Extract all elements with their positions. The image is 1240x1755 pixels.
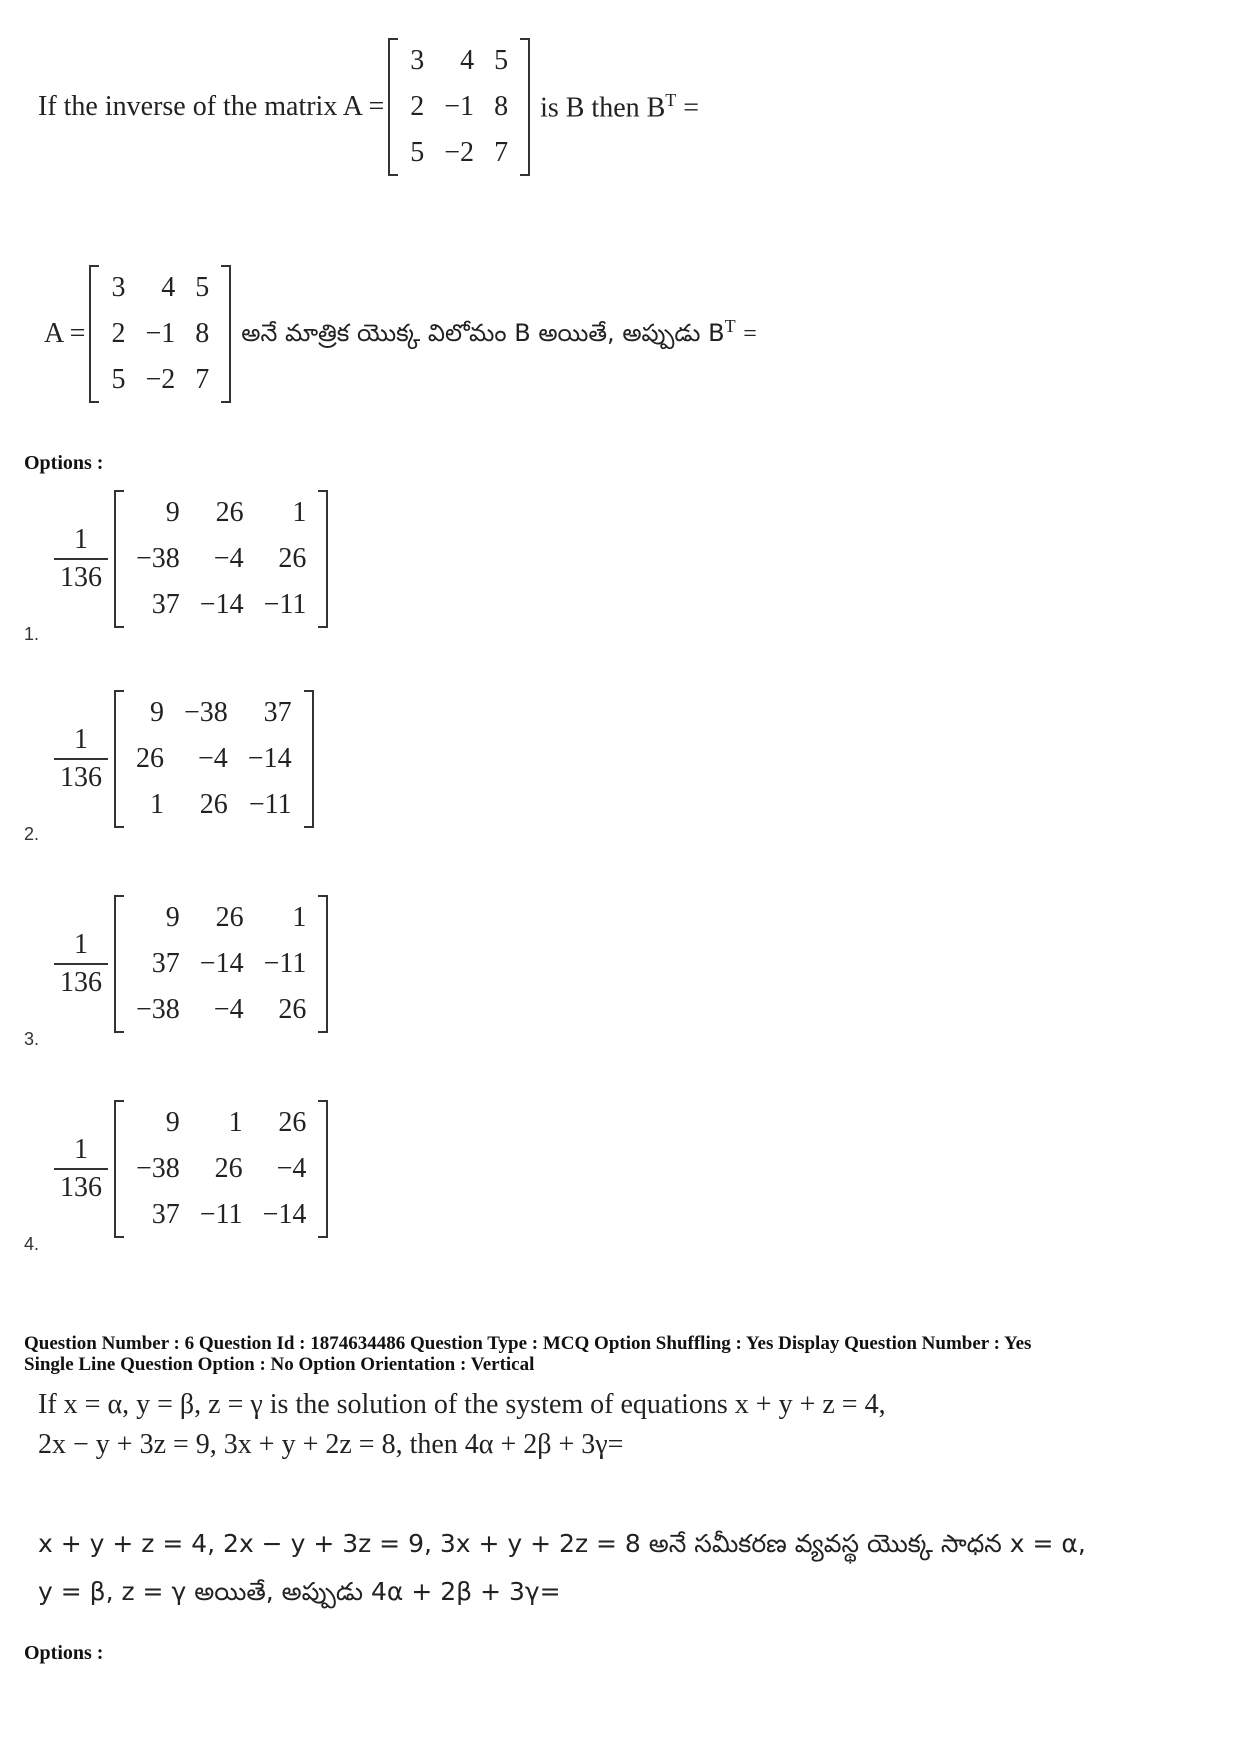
q5-option-label-3: 3. (24, 1029, 40, 1049)
q5-english-statement (38, 38, 699, 176)
matrix-cell: 8 (195, 318, 210, 349)
fraction-1-over-136 (54, 927, 108, 1001)
matrix-row (126, 582, 316, 628)
q5-matrix-a-telugu (89, 265, 231, 403)
q6-meta (24, 1333, 1031, 1375)
option-matrix (114, 690, 314, 828)
matrix-row (126, 987, 316, 1033)
matrix-cell: −14 (199, 948, 244, 979)
matrix-cell: −38 (136, 994, 180, 1025)
matrix-row (126, 782, 302, 828)
matrix-cell: 3 (111, 272, 126, 303)
fraction-denominator: 136 (60, 762, 102, 793)
matrix-cell: 26 (136, 743, 164, 774)
matrix-cell: 26 (199, 789, 228, 820)
q5-option-label-4: 4. (24, 1234, 40, 1254)
q6-telugu-line1: x + y + z = 4, 2x − y + 3z = 9, 3x + y + 2z = 8 అనే సమీకరణ వ్యవస్థ యొక్క సాధన x = α, (38, 1529, 1086, 1558)
matrix-cell: 8 (494, 91, 509, 122)
matrix-cell: −14 (199, 589, 244, 620)
q6-options-heading: Options : (24, 1642, 104, 1664)
matrix-cell: 1 (150, 789, 164, 820)
q5-option-label-1: 1. (24, 624, 40, 644)
matrix-cell: 37 (151, 948, 180, 979)
q5-options-heading: Options : (24, 452, 104, 474)
q6-telugu-line2: y = β, z = γ అయితే, అప్పుడు 4α + 2β + 3γ= (38, 1577, 561, 1606)
matrix-row (126, 895, 316, 941)
matrix-cell: −4 (198, 743, 228, 774)
q5-option-label-2: 2. (24, 824, 40, 844)
fraction-1-over-136 (54, 522, 108, 596)
matrix-cell: 26 (278, 994, 307, 1025)
option-matrix (114, 895, 328, 1033)
fraction-numerator: 1 (74, 1134, 88, 1165)
q6-english-line1: If x = α, y = β, z = γ is the solution of the system of equations x + y + z = 4, (38, 1389, 886, 1420)
fraction-1-over-136 (54, 722, 108, 796)
matrix-row (101, 265, 219, 311)
matrix-cell: 37 (151, 1199, 180, 1230)
matrix-cell: −11 (199, 1199, 243, 1230)
matrix-cell: −11 (263, 589, 307, 620)
matrix-cell: 3 (410, 45, 425, 76)
matrix-row (400, 84, 518, 130)
matrix-row (126, 690, 302, 736)
matrix-cell: −4 (213, 994, 244, 1025)
q5-telugu-statement (44, 265, 757, 403)
matrix-cell: 1 (228, 1107, 243, 1138)
matrix-cell: 4 (460, 45, 475, 76)
matrix-cell: 5 (195, 272, 210, 303)
matrix-cell: 37 (263, 697, 292, 728)
matrix-cell: 7 (494, 137, 509, 168)
matrix-cell: 4 (161, 272, 176, 303)
q5-option-3[interactable] (54, 895, 328, 1033)
q6-meta-line2: Single Line Question Option : No Option Orientation : Vertical (24, 1354, 535, 1375)
matrix-cell: 9 (150, 697, 164, 728)
matrix-cell: −11 (248, 789, 292, 820)
matrix-cell: −38 (136, 543, 180, 574)
matrix-cell: 1 (292, 497, 307, 528)
matrix-cell: −2 (145, 364, 176, 395)
matrix-row (126, 490, 316, 536)
q6-english-statement (38, 1385, 886, 1465)
q5-option-2[interactable] (54, 690, 314, 828)
matrix-cell: −38 (184, 697, 228, 728)
matrix-cell: −38 (136, 1153, 180, 1184)
q5-telugu-prefix: A = (44, 318, 86, 349)
matrix-row (400, 130, 518, 176)
matrix-cell: −4 (213, 543, 244, 574)
matrix-row (126, 736, 302, 782)
matrix-cell: −11 (263, 948, 307, 979)
q5-telugu-suffix: అనే మాత్రిక యొక్క విలోమం B అయితే, అప్పుడు $B^T$ = (241, 315, 757, 347)
matrix-cell: −14 (262, 1199, 307, 1230)
option-matrix (114, 490, 328, 628)
matrix-cell: −1 (145, 318, 176, 349)
matrix-cell: 26 (215, 902, 244, 933)
matrix-cell: 26 (278, 543, 307, 574)
matrix-cell: 1 (292, 902, 307, 933)
q6-telugu-statement (38, 1520, 1086, 1616)
matrix-cell: −4 (276, 1153, 307, 1184)
matrix-cell: 5 (111, 364, 126, 395)
fraction-numerator: 1 (74, 524, 88, 555)
q5-english-prefix: If the inverse of the matrix A = (38, 91, 385, 122)
q5-english-suffix: is B then $B^T$ = (540, 89, 700, 124)
matrix-cell: 7 (195, 364, 210, 395)
matrix-row (126, 1146, 316, 1192)
q5-option-4[interactable] (54, 1100, 328, 1238)
fraction-denominator: 136 (60, 1172, 102, 1203)
matrix-row (101, 357, 219, 403)
matrix-cell: 2 (111, 318, 126, 349)
q6-meta-line1: Question Number : 6 Question Id : 1874634486 Question Type : MCQ Option Shuffling : Yes Display Question Number : Yes (24, 1333, 1032, 1354)
matrix-cell: 9 (165, 902, 180, 933)
q5-option-1[interactable] (54, 490, 328, 628)
q5-matrix-a-english (388, 38, 530, 176)
matrix-cell: 9 (165, 497, 180, 528)
matrix-cell: −2 (444, 137, 475, 168)
matrix-row (126, 941, 316, 987)
matrix-cell: 5 (494, 45, 509, 76)
matrix-cell: 26 (215, 497, 244, 528)
matrix-cell: 37 (151, 589, 180, 620)
matrix-cell: 2 (410, 91, 425, 122)
fraction-denominator: 136 (60, 562, 102, 593)
matrix-row (400, 38, 518, 84)
matrix-cell: 26 (214, 1153, 243, 1184)
q6-english-line2: 2x − y + 3z = 9, 3x + y + 2z = 8, then 4α + 2β + 3γ= (38, 1429, 624, 1460)
matrix-cell: 9 (165, 1107, 180, 1138)
matrix-cell: 5 (410, 137, 425, 168)
fraction-numerator: 1 (74, 724, 88, 755)
matrix-cell: 26 (278, 1107, 307, 1138)
matrix-row (126, 1100, 316, 1146)
fraction-denominator: 136 (60, 967, 102, 998)
matrix-cell: −1 (444, 91, 475, 122)
fraction-numerator: 1 (74, 929, 88, 960)
matrix-row (126, 536, 316, 582)
matrix-row (126, 1192, 316, 1238)
fraction-1-over-136 (54, 1132, 108, 1206)
option-matrix (114, 1100, 328, 1238)
matrix-cell: −14 (247, 743, 292, 774)
matrix-row (101, 311, 219, 357)
